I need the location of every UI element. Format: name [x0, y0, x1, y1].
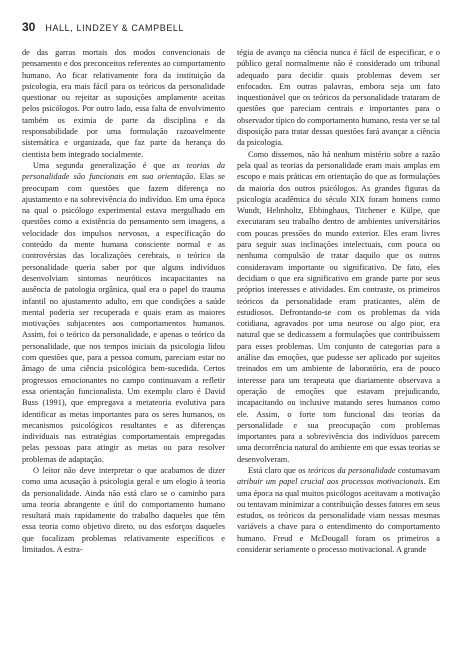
text-columns: [22, 47, 440, 555]
left-column: [22, 47, 225, 555]
emphasis: atribuir um papel crucial aos processos motivacionais: [237, 477, 424, 487]
paragraph: Como dissemos, não há nenhum mistério sobre a razão pela qual as teorias da personalidade eram mais amplas em escopo e mais práticas em orientação do que as formulações da maioria dos outros psicólogos. As grandes figuras da psicologia acadêmica do século XIX foram homens como Wundt, Helmholtz, Ebbinghaus, Titchener e Külpe, que executaram seu trabalho dentro de ambientes universitários com poucas pressões do mundo exterior. Eles eram livres para seguir suas inclinações intelectuais, com pouca ou nenhuma compulsão de tratar daquilo que os outros consideravam importante ou significativo. De fato, eles decidiam o que era significativo em grande parte por seus próprios interesses e atividades. Em contraste, os primeiros teóricos da personalidade eram praticantes, além de estudiosos. Defrontando-se com os problemas da vida cotidiana, agravados por uma neurose ou algo pior, era natural que se dedicassem a formulações que contribuíssem para esses problemas. Um conjunto de categorias para a análise das emoções, que pudesse ser aplicado por sujeitos treinados em um ambiente de laboratório, era de pouco interesse para um terapeuta que diariamente observava a operação de emoções que estavam prejudicando, incapacitando ou inclusive matando seres humanos como ele. Assim, o forte tom funcional das teorias da personalidade e sua preocupação com problemas importantes para a sobrevivência dos indivíduos parecem uma decorrência natural do ambiente em que essas teorias se desenvolveram.: [237, 149, 440, 464]
running-head: [22, 20, 440, 34]
paragraph: Uma segunda generalização é que as teorias da personalidade são funcionais em sua orientação. Elas se preocupam com questões que fazem diferença no ajustamento e na sobrevivência do indivíduo. Em uma época na qual o psicólogo experimental estava mergulhado em questões como a existência do pensamento sem imagens, a velocidade dos impulsos nervosos, a especificação do conteúdo da mente humana consciente normal e as controvérsias das localizações cerebrais, o teórico da personalidade queria saber por que alguns indivíduos desenvolviam sintomas neuróticos incapacitantes na ausência de patologia orgânica, qual era o papel do trauma infantil no ajustamento adulto, em que condições a saúde mental poderia ser recuperada e quais eram as maiores motivações subjacentes aos comportamentos humanos. Assim, foi o teórico da personalidade, e apenas o teórico da personalidade, que nos tempos iniciais da psicologia lidou com questões que, para a pessoa comum, pareciam estar no âmago de uma ciência psicológica bem-sucedida. Certos progressos emocionantes no campo continuavam a refletir essa orientação funcionalista. Um exemplo claro é David Buss (1991), que empregava a metateoria evolutiva para identificar as metas importantes para os seres humanos, os mecanismos psicológicos resultantes e as diferenças individuais nas estratégias comportamentais empregadas pelas pessoas para atingir as metas ou para resolver problemas de adaptação.: [22, 160, 225, 464]
emphasis: teóricos da personalidade: [308, 465, 396, 475]
page-number: 30: [22, 20, 36, 34]
paragraph: tégia de avanço na ciência nunca é fácil de especificar, e o público geral normalmente não é considerado um tribunal adequado para decidir quais problemas devem ser enfocados. Em outras palavras, embora seja um fato inquestionável que os teóricos da personalidade trataram de questões que pareciam centrais e importantes para o observador típico do comportamento humano, resta ver se tal disposição para tratar dessas questões fará avançar a ciência da psicologia.: [237, 48, 440, 148]
paragraph: Está claro que os teóricos da personalidade costumavam atribuir um papel crucial aos processos motivacionais. Em uma época na qual muitos psicólogos aceitavam a motivação ou tentavam minimizar a contribuição desses fatores em seus estudos, os teóricos da personalidade viam nessas mesmas variáveis a chave para o entendimento do comportamento humano. Freud e McDougall foram os primeiros a considerar seriamente o processo motivacional. A grande: [237, 465, 440, 555]
right-column: [237, 47, 440, 555]
emphasis: as teorias da personalidade são funcionais em sua orientação: [22, 160, 225, 182]
running-title: HALL, LINDZEY & CAMPBELL: [45, 23, 185, 33]
paragraph: O leitor não deve interpretar o que acabamos de dizer como uma acusação à psicologia geral e um elogio à teoria da personalidade. Ainda não está claro se o caminho para uma teoria abrangente e útil do comportamento humano resultará mais rapidamente do trabalho daqueles que têm essa teoria como objetivo direto, ou dos esforços daqueles que focalizam problemas relativamente específicos e limitados. A estra-: [22, 465, 225, 555]
paragraph: de das garras mortais dos modos convencionais de pensamento e dos preconceitos referentes ao comportamento humano. Ao ficar relativamente fora da instituição da psicologia, era mais fácil para os teóricos da personalidade questionar ou rejeitar as suposições amplamente aceitas pelos psicólogos. Por outro lado, essa falta de envolvimento também os eximia de parte da disciplina e da responsabilidade por uma formulação razoavelmente sistemática e organizada, que faz parte da herança do cientista bem integrado socialmente.: [22, 48, 225, 159]
